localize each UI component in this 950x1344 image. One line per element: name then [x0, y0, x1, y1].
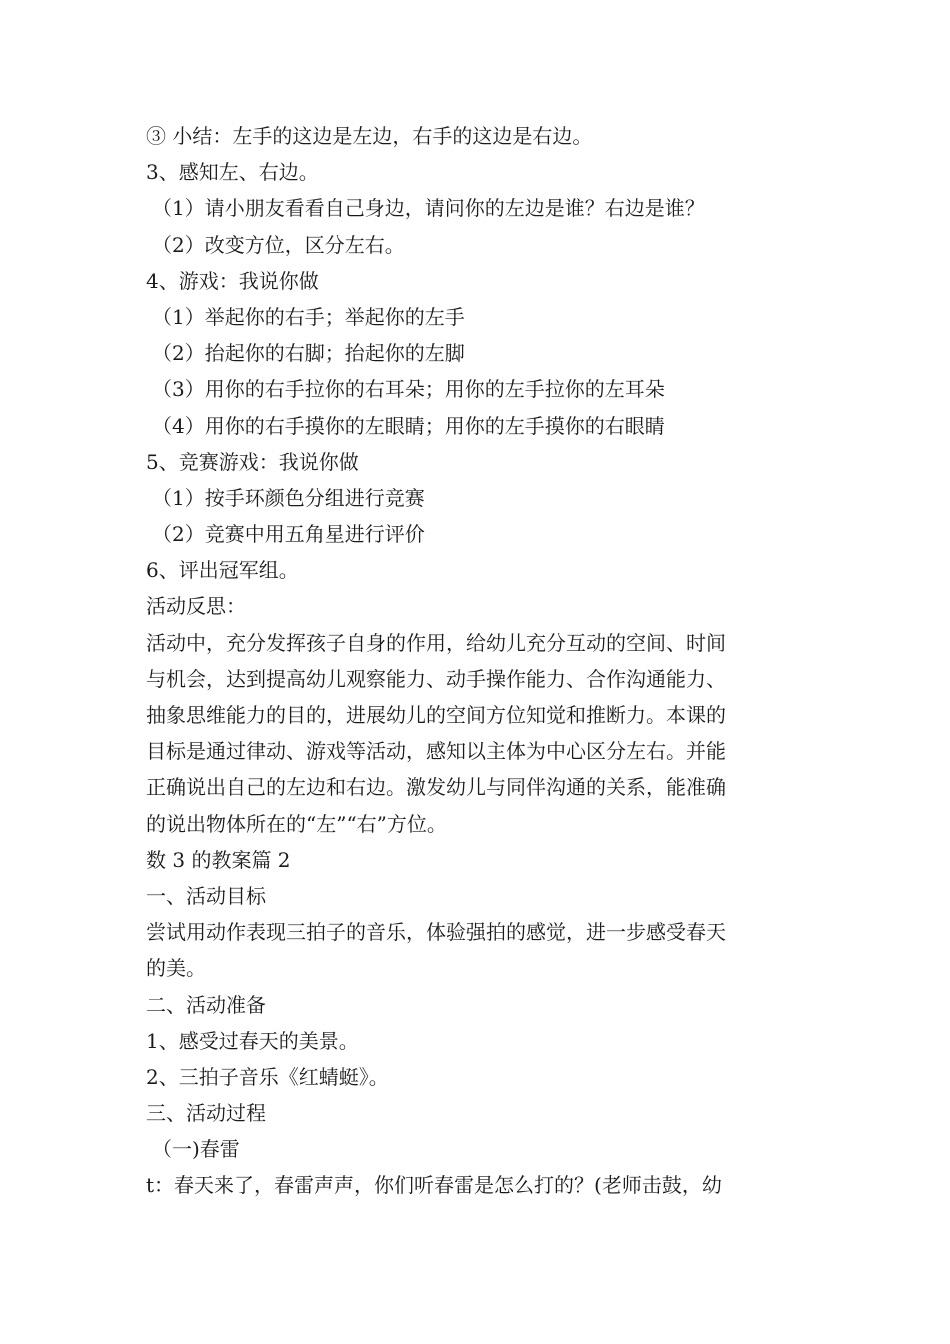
text-line: 2、三拍子音乐《红蜻蜓》。 [146, 1064, 389, 1089]
lesson-steps-block [146, 118, 814, 625]
text-line: （2）竞赛中用五角星进行评价 [152, 522, 425, 547]
text-line: 活动反思： [146, 594, 246, 619]
paragraph-line: 的美。 [146, 956, 206, 981]
paragraph-line: 目标是通过律动、游戏等活动，感知以主体为中心区分左右。并能 [146, 739, 726, 764]
document-content [146, 118, 814, 1204]
paragraph-line: 的说出物体所在的“左”“右”方位。 [146, 811, 447, 836]
text-line: 3、感知左、右边。 [146, 160, 319, 185]
lesson-process-block [146, 987, 814, 1204]
text-line: 5、竞赛游戏：我说你做 [146, 449, 359, 474]
text-line: （1）按手环颜色分组进行竞赛 [152, 485, 425, 510]
text-line: 4、游戏：我说你做 [146, 268, 319, 293]
reflection-paragraph [146, 625, 814, 842]
paragraph-line: 活动中，充分发挥孩子自身的作用，给幼儿充分互动的空间、时间 [146, 630, 726, 655]
text-line: （1）请小朋友看看自己身边，请问你的左边是谁？右边是谁？ [152, 196, 705, 221]
text-line: （4）用你的右手摸你的左眼睛；用你的左手摸你的右眼睛 [152, 413, 665, 438]
text-line: 1、感受过春天的美景。 [146, 1028, 359, 1053]
text-line: 二、活动准备 [146, 992, 266, 1017]
text-line: 6、评出冠军组。 [146, 558, 299, 583]
text-line: （1）举起你的右手；举起你的左手 [152, 304, 465, 329]
section-title: 数 3 的教案篇 2 [146, 847, 291, 872]
text-line: 三、活动过程 [146, 1101, 266, 1126]
paragraph-line: 抽象思维能力的目的，进展幼儿的空间方位知觉和推断力。本课的 [146, 703, 726, 727]
text-line: ③ 小结：左手的这边是左边，右手的这边是右边。 [146, 124, 593, 148]
goal-paragraph [146, 914, 814, 986]
paragraph-line: 尝试用动作表现三拍子的音乐，体验强拍的感觉，进一步感受春天 [146, 920, 726, 945]
text-line: （2）改变方位，区分左右。 [152, 232, 405, 257]
paragraph-line: 与机会，达到提高幼儿观察能力、动手操作能力、合作沟通能力、 [146, 666, 726, 691]
text-line: （2）抬起你的右脚；抬起你的左脚 [152, 341, 465, 366]
text-line: t：春天来了，春雷声声，你们听春雷是怎么打的？(老师击鼓，幼 [146, 1173, 722, 1198]
paragraph-line: 正确说出自己的左边和右边。激发幼儿与同伴沟通的关系，能准确 [146, 775, 726, 800]
text-line: （一)春雷 [152, 1137, 240, 1162]
goal-heading: 一、活动目标 [146, 883, 266, 908]
text-line: （3）用你的右手拉你的右耳朵；用你的左手拉你的左耳朵 [152, 377, 665, 402]
